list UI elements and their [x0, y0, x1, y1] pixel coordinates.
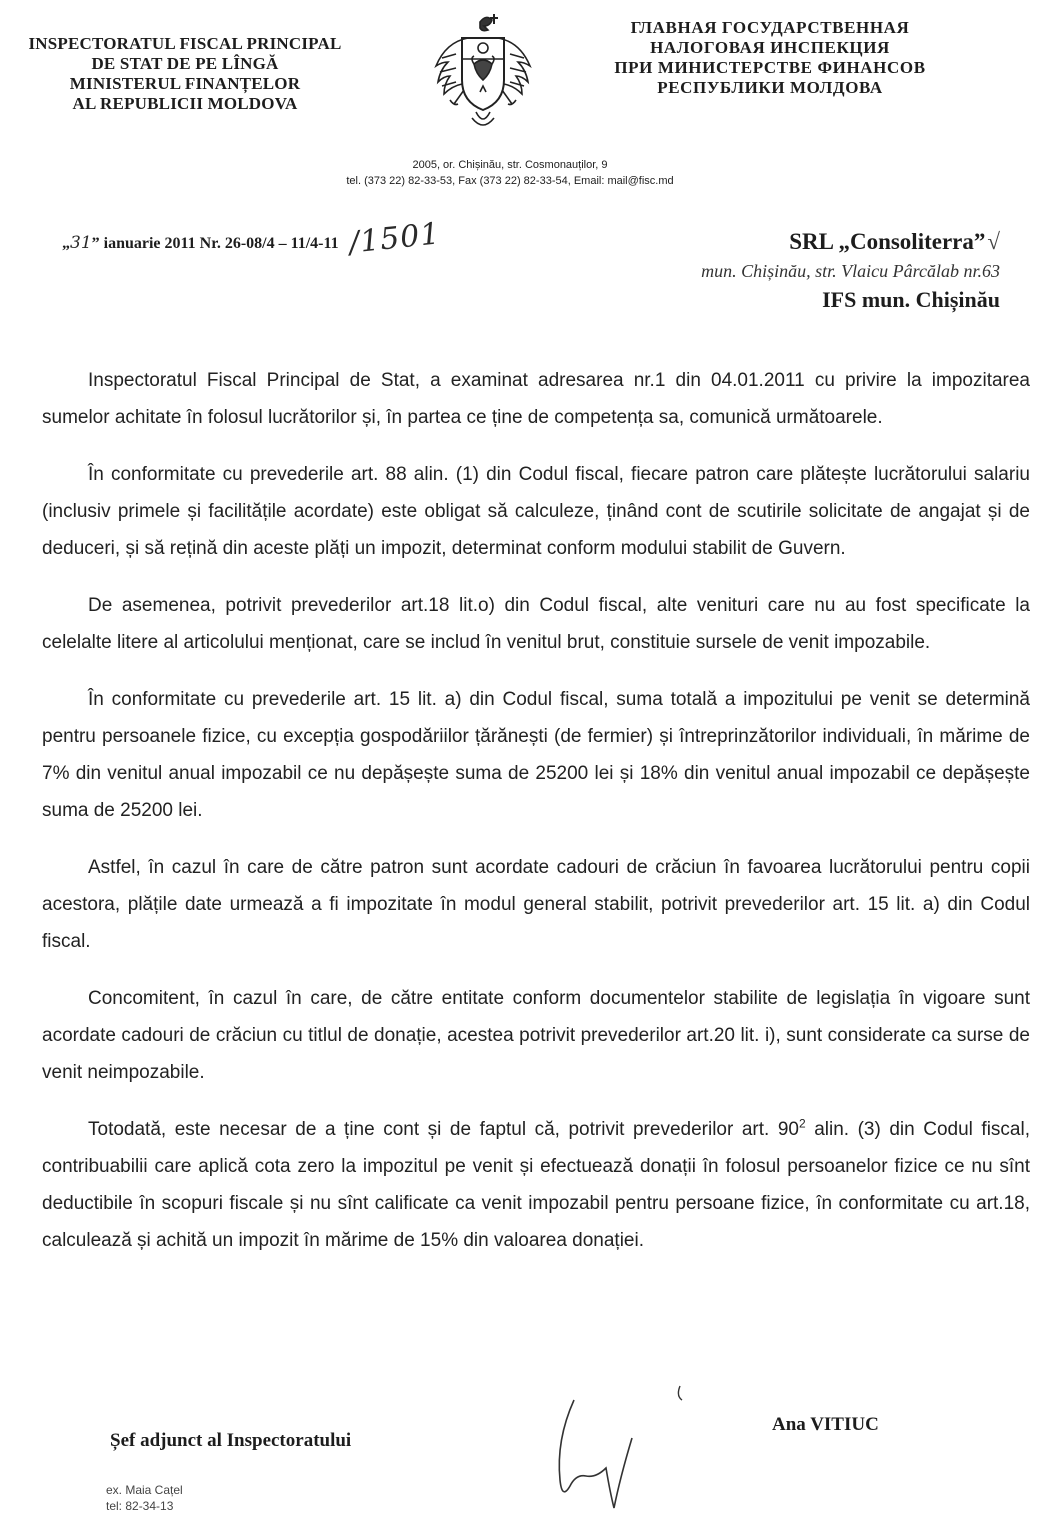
header-ru-line: ПРИ МИНИСТЕРСТВЕ ФИНАНСОВ [614, 58, 926, 77]
coat-of-arms-icon [428, 8, 538, 138]
institution-address [230, 157, 790, 189]
recipient-office: IFS mun. Chișinău [822, 287, 1000, 312]
reference-line: „31” ianuarie 2011 Nr. 26-08/4 – 11/4-11 /1501 [62, 216, 442, 261]
superscript: 2 [798, 1116, 806, 1131]
body-paragraph-part: Totodată, este necesar de a ține cont și de faptul că, potrivit prevederilor art. 90 [88, 1119, 799, 1140]
recipient-name: SRL „Consoliterra” [789, 229, 986, 254]
header-ru-line: НАЛОГОВАЯ ИНСПЕКЦИЯ [650, 38, 890, 57]
letter-body [42, 362, 1030, 1279]
body-paragraph: Inspectoratul Fiscal Principal de Stat, a examinat adresarea nr.1 din 04.01.2011 cu privire la impozitarea sumelor achitate în folosul lucrătorilor și, în partea ce ține de competența sa, comunică următoarele. [42, 370, 1030, 428]
header-ro-line: MINISTERUL FINANȚELOR [69, 74, 301, 93]
contact-line: tel. (373 22) 82-33-53, Fax (373 22) 82-33-54, Email: mail@fisc.md [346, 175, 674, 187]
header-ru-line: РЕСПУБЛИКИ МОЛДОВА [657, 78, 883, 97]
check-mark-icon: √ [987, 229, 1000, 254]
header-ro-line: AL REPUBLICII MOLDOVA [72, 94, 298, 113]
address-line: 2005, or. Chișinău, str. Cosmonauților, 9 [412, 159, 608, 171]
handwritten-number: /1501 [347, 216, 442, 261]
body-paragraph: În conformitate cu prevederile art. 15 lit. a) din Codul fiscal, suma totală a impozitului pe venit se determină pentru persoanele fizice, cu excepția gospodăriilor țărănești (de fermier) și întreprinzătorilor individuali, în mărime de 7% din venitul anual impozabil ce nu depășește suma de 25200 lei și 18% din venitul anual impozabil ce depășește suma de 25200 lei. [42, 689, 1030, 821]
header-ru-line: ГЛАВНАЯ ГОСУДАРСТВЕННАЯ [630, 18, 910, 37]
body-paragraph: Concomitent, în cazul în care, de către entitate conform documentelor stabilite de legislația în vigoare sunt acordate cadouri de crăciun cu titlul de donație, acestea potrivit prevederilor art.20 lit. i), sunt considerate ca surse de venit neimpozabile. [42, 988, 1030, 1083]
header-ro-line: INSPECTORATUL FISCAL PRINCIPAL [28, 34, 342, 53]
executor-info [106, 1482, 183, 1514]
signatory-role: Șef adjunct al Inspectoratului [110, 1430, 352, 1451]
body-paragraph: În conformitate cu prevederile art. 88 alin. (1) din Codul fiscal, fiecare patron care plătește lucrătorului salariu (inclusiv primele și facilitățile acordate) este obligat să calculeze, ținând cont de scutirile solicitate de angajat și de deduceri, și să rețină din aceste plăți un impozit, determinat conform modului stabilit de Guvern. [42, 464, 1030, 559]
executor-name: ex. Maia Cațel [106, 1483, 183, 1497]
header-ro-line: DE STAT DE PE LÎNGĂ [91, 54, 279, 73]
body-paragraph-part: alin. (3) din Codul fiscal, contribuabilii care aplică cota zero la impozitul pe venit și efectuează donații în folosul persoanelor fizice ce nu sînt deductibile în scopuri fiscale și nu sînt calificate ca venit impozabil pentru persoane fizice, în conformitate cu art.18, calculează și achită un impozit în mărime de 15% din valoarea donației. [42, 1119, 1030, 1251]
body-paragraph [42, 1111, 1030, 1259]
recipient-name-row [540, 226, 1000, 258]
handwritten-day: 31 [70, 233, 92, 253]
body-paragraph: De asemenea, potrivit prevederilor art.18 lit.o) din Codul fiscal, alte venituri care nu au fost specificate la celelalte litere al articolului menționat, care se includ în venitul brut, constituie sursele de venit impozabile. [42, 595, 1030, 653]
signatory-name: Ana VITIUC [772, 1414, 879, 1435]
executor-phone: tel: 82-34-13 [106, 1499, 174, 1513]
recipient-address: mun. Chișinău, str. Vlaicu Pârcălab nr.63 [701, 261, 1000, 281]
handwritten-signature [530, 1380, 730, 1510]
reference-text: ianuarie 2011 Nr. 26-08/4 – 11/4-11 [103, 235, 339, 252]
body-paragraph: Astfel, în cazul în care de către patron sunt acordate cadouri de crăciun în favoarea lucrătorului pentru copii acestora, plățile date urmează a fi impozitate în modul general stabilit, potrivit prevederilor art. 15 lit. a) din Codul fiscal. [42, 857, 1030, 952]
recipient-block [540, 226, 1000, 316]
header-institution-ru [600, 18, 940, 98]
header-institution-ro [10, 34, 360, 114]
